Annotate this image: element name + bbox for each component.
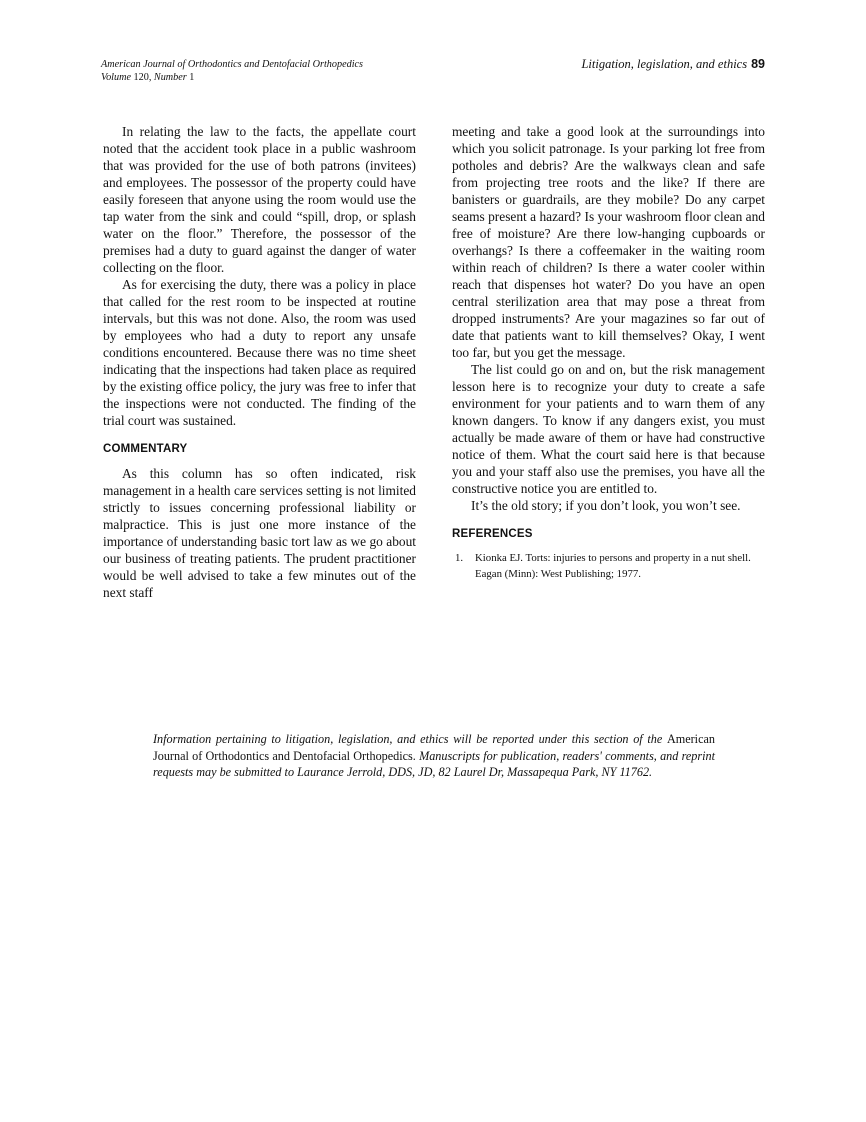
footnote-submission-info: Manuscripts for publication, readers' comments, and reprint requests may be submitted to Laurance Jerrold, DDS, JD, 82 Laurel Dr, Massapequa Park, NY 11762. xyxy=(153,748,715,779)
body-paragraph: It’s the old story; if you don’t look, you won’t see. xyxy=(471,498,741,513)
continued-paragraph: meeting and take a good look at the surroundings into which you solicit patronage. Is your parking lot free from potholes and debris? Are the walkways clean and safe from projecting tree roots and the like? If there are banisters or guardrails, are they mobile? Do any carpet seams present a hazard? Is your washroom floor clean and free of moisture? Are there low-hanging cupboards or overhangs? Is there a coffeemaker in the waiting room within reach of children? Is there a water cooler within reach that dispenses hot water? Do you have an open central sterilization area that may pose a threat from dropped instruments? Are your magazines so far out of date that patients want to kill themselves? Okay, I went too far, but you get the message. xyxy=(452,124,765,360)
section-footnote xyxy=(153,731,715,781)
left-column xyxy=(103,123,416,601)
references-heading: REFERENCES xyxy=(452,528,533,540)
reference-list xyxy=(452,550,765,582)
volume-number: 120, xyxy=(133,72,152,83)
footnote-journal-name: American Journal of Orthodontics and Dentofacial Orthopedics. xyxy=(153,732,715,763)
reference-number: 1. xyxy=(455,552,464,564)
volume-issue xyxy=(101,71,363,84)
footnote-intro: Information pertaining to litigation, legislation, and ethics will be reported under this section of the xyxy=(153,732,667,746)
right-column xyxy=(452,123,765,582)
body-paragraph: The list could go on and on, but the risk management lesson here is to recognize your duty to create a safe environment for your patients and to warn them of any known dangers. To know if any dangers exist, you must actually be made aware of them or have had constructive notice of them. What the court said here is that because you and your staff also use the premises, you have all the constructive notice you are entitled to. xyxy=(452,362,765,496)
commentary-heading: COMMENTARY xyxy=(103,443,188,455)
volume-label: Volume xyxy=(101,72,131,83)
running-header-section xyxy=(581,57,765,72)
issue-number: 1 xyxy=(189,72,195,83)
number-label: Number xyxy=(153,72,187,83)
page-number: 89 xyxy=(751,57,765,71)
section-title: Litigation, legislation, and ethics xyxy=(581,57,748,71)
commentary-paragraph: As this column has so often indicated, risk management in a health care services setting is not limited strictly to issues concerning professional liability or malpractice. This is just one more instance of the importance of understanding basic tort law as we go about our business of treating patients. The prudent practitioner would be well advised to take a few minutes out of the next staff xyxy=(103,466,416,600)
running-header-journal xyxy=(101,58,363,84)
journal-title: American Journal of Orthodontics and Dentofacial Orthopedics xyxy=(101,59,364,70)
body-paragraph: In relating the law to the facts, the appellate court noted that the accident took place in a public washroom that was provided for the use of both patrons (invitees) and employees. The possessor of the property could have easily foreseen that anyone using the room would use the tap water from the sink and could “spill, drop, or splash water on the floor.” Therefore, the possessor of the premises had a duty to guard against the danger of water collecting on the floor. xyxy=(103,124,416,275)
reference-item xyxy=(452,550,765,582)
reference-text: Kionka EJ. Torts: injuries to persons and property in a nut shell. Eagan (Minn): West Publishing; 1977. xyxy=(475,552,751,580)
body-paragraph: As for exercising the duty, there was a policy in place that called for the rest room to be inspected at routine intervals, but this was not done. Also, the room was used by employees who had a duty to report any unsafe conditions encountered. Because there was no time sheet indicating that the inspections had taken place as required by the existing office policy, the jury was free to infer that the inspections were not conducted. The finding of the trial court was sustained. xyxy=(103,277,416,428)
